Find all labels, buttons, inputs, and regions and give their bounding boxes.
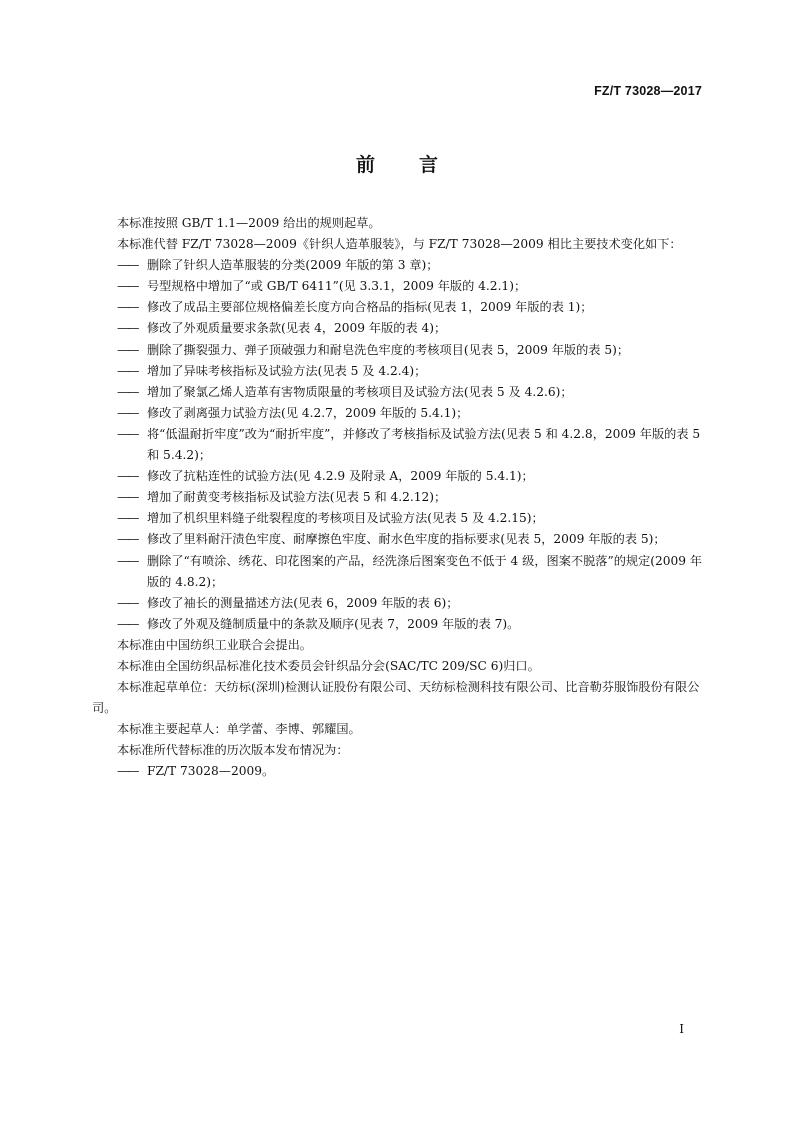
change-item [92,614,708,635]
change-item [92,529,708,550]
change-item [92,593,708,614]
dash-marker: —— [117,321,138,336]
dash-marker: —— [117,595,138,610]
change-item [92,361,708,382]
change-item-text: 修改了外观质量要求条款(见表 4，2009 年版的表 4)； [147,321,447,336]
closing-paragraph: 本标准由中国纺织工业联合会提出。 [117,637,312,652]
dash-marker: —— [117,258,138,273]
dash-marker: —— [117,300,138,315]
dash-marker: —— [117,342,138,357]
closing-paragraph: 本标准所代替标准的历次版本发布情况为： [117,743,349,758]
change-item-text: 修改了里料耐汗渍色牢度、耐摩擦色牢度、耐水色牢度的指标要求(见表 5，2009 年版的表 5)； [147,532,666,547]
change-item-text: 增加了机织里料缝子纰裂程度的考核项目及试验方法(见表 5 及 4.2.15)； [147,511,544,526]
change-item-text: 增加了聚氯乙烯人造革有害物质限量的考核项目及试验方法(见表 5 及 4.2.6)； [147,384,573,399]
change-item [92,487,708,508]
document-code-header: FZ/T 73028—2017 [594,84,702,98]
change-item-text: 删除了针织人造革服装的分类(2009 年版的第 3 章)； [147,258,439,273]
page-number: I [679,1022,684,1036]
dash-marker: —— [117,469,138,484]
change-item-text: 删除了“有喷涂、绣花、印花图案的产品，经洗涤后图案变色不低于 4 级，图案不脱落”的规定(2009 年版的 4.8.2)； [147,553,703,589]
dash-marker: —— [117,405,138,420]
change-item-text: 号型规格中增加了“或 GB/T 6411”(见 3.3.1，2009 年版的 4.2.1)； [147,279,527,294]
closing-paragraph: 本标准主要起草人：单学蕾、李博、郭耀国。 [117,722,361,737]
dash-marker: —— [117,490,138,505]
dash-marker: —— [117,426,138,441]
change-item [92,466,708,487]
change-item-text: 删除了撕裂强力、弹子顶破强力和耐皂洗色牢度的考核项目(见表 5，2009 年版的表 5)； [147,342,630,357]
dash-marker: —— [117,279,138,294]
dash-marker: —— [117,532,138,547]
change-item-text: 将“低温耐折牢度”改为“耐折牢度”，并修改了考核指标及试验方法(见表 5 和 4.2.8，2009 年版的表 5 和 5.4.2)； [147,426,701,463]
intro-paragraph: 本标准按照 GB/T 1.1—2009 给出的规则起草。 [117,216,381,230]
change-item [92,403,708,424]
change-item [92,318,708,339]
title-char-1: 前 [355,154,375,176]
intro-paragraph: 本标准代替 FZ/T 73028—2009《针织人造革服装》，与 FZ/T 73028—2009 相比主要技术变化如下： [117,237,682,252]
dash-marker: —— [117,384,138,399]
change-item-text: 增加了耐黄变考核指标及试验方法(见表 5 和 4.2.12)； [147,490,447,505]
foreword-body [92,213,708,783]
dash-marker: —— [117,764,138,779]
change-item [92,382,708,403]
change-item [92,297,708,318]
page-title [0,150,794,177]
change-item [92,340,708,361]
change-item-text: 修改了外观及缝制质量中的条款及顺序(见表 7，2009 年版的表 7)。 [147,616,520,631]
history-item [92,761,708,782]
closing-paragraph: 本标准由全国纺织品标准化技术委员会针织品分会(SAC/TC 209/SC 6)归口。 [117,658,540,673]
dash-marker: —— [117,553,138,568]
title-char-2: 言 [419,154,439,176]
change-item-text: 修改了剥离强力试验方法(见 4.2.7，2009 年版的 5.4.1)； [147,405,469,420]
change-item-text: 修改了成品主要部位规格偏差长度方向合格品的指标(见表 1，2009 年版的表 1)； [147,300,593,315]
dash-marker: —— [117,511,138,526]
change-item-text: 增加了异味考核指标及试验方法(见表 5 及 4.2.4)； [147,363,427,378]
dash-marker: —— [117,363,138,378]
dash-marker: —— [117,616,138,631]
change-item [92,508,708,529]
history-item-text: FZ/T 73028—2009。 [147,764,275,779]
change-item-text: 修改了袖长的测量描述方法(见表 6，2009 年版的表 6)； [147,595,459,610]
change-item [92,255,708,276]
change-item [92,551,708,593]
closing-paragraph: 本标准起草单位：天纺标(深圳)检测认证股份有限公司、天纺标检测科技有限公司、比音勒芬服饰股份有限公司。 [92,680,700,716]
change-item-text: 修改了抗粘连性的试验方法(见 4.2.9 及附录 A，2009 年版的 5.4.1)； [147,469,534,484]
change-item [92,424,708,466]
change-item [92,276,708,297]
